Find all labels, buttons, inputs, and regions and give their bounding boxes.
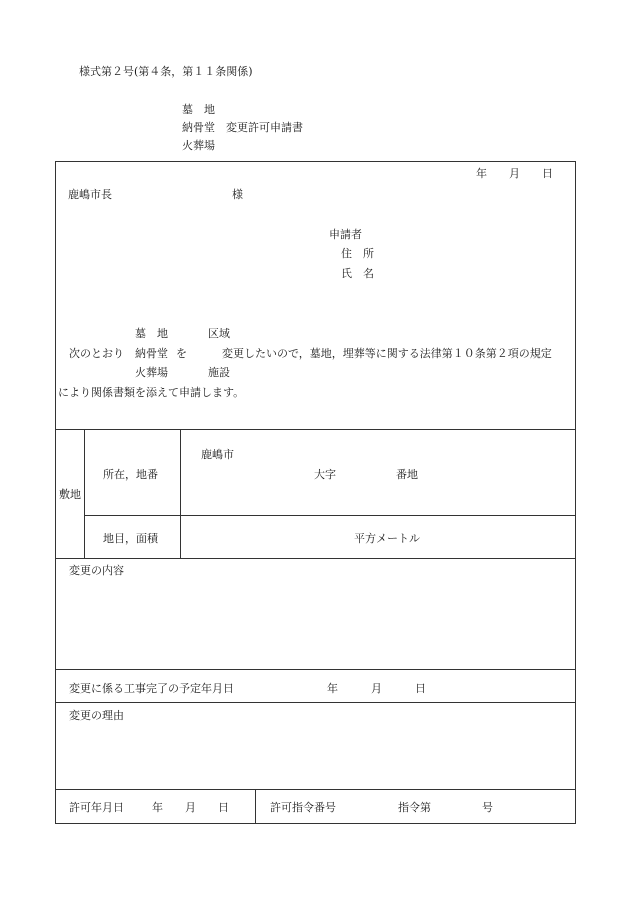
site-label-divider bbox=[84, 429, 85, 558]
body-particle: を bbox=[176, 347, 187, 360]
permit-number-prefix: 指令第 bbox=[398, 801, 431, 814]
site-row-divider bbox=[84, 515, 576, 516]
site-section-top-border bbox=[55, 429, 576, 430]
applicant-label: 申請者 bbox=[329, 228, 362, 241]
location-aza: 大字 bbox=[314, 468, 336, 481]
body-facility-cemetery: 墓 地 bbox=[135, 327, 168, 340]
body-sentence-end: により関係書類を添えて申請します。 bbox=[58, 386, 245, 399]
application-date: 年 月 日 bbox=[476, 167, 553, 180]
area-unit: 平方メートル bbox=[354, 532, 420, 545]
permit-top-border bbox=[55, 789, 576, 790]
permit-date-label: 許可年月日 bbox=[69, 801, 124, 814]
title-line-crematorium: 火葬場 bbox=[182, 139, 215, 152]
body-scope-facility: 施設 bbox=[208, 366, 230, 379]
title-line-ossuary: 納骨堂 変更許可申請書 bbox=[182, 121, 303, 134]
body-facility-ossuary: 納骨堂 bbox=[135, 347, 168, 360]
form-header: 様式第２号(第４条，第１１条関係) bbox=[79, 65, 253, 78]
body-prefix: 次のとおり bbox=[69, 347, 124, 360]
body-scope-area: 区域 bbox=[208, 327, 230, 340]
site-section-label: 敷地 bbox=[59, 488, 81, 501]
location-city: 鹿嶋市 bbox=[201, 448, 234, 461]
addressee-name: 鹿嶋市長 bbox=[68, 188, 112, 201]
completion-top-border bbox=[55, 669, 576, 670]
change-content-top-border bbox=[55, 558, 576, 559]
location-banchi: 番地 bbox=[396, 468, 418, 481]
permit-date-value: 年 月 日 bbox=[152, 801, 229, 814]
permit-divider bbox=[255, 789, 256, 824]
reason-top-border bbox=[55, 702, 576, 703]
completion-date-label: 変更に係る工事完了の予定年月日 bbox=[69, 682, 234, 695]
permit-number-label: 許可指令番号 bbox=[270, 801, 336, 814]
site-field-divider bbox=[180, 429, 181, 558]
addressee-honorific: 様 bbox=[232, 188, 243, 201]
body-facility-crematorium: 火葬場 bbox=[135, 366, 168, 379]
change-content-label: 変更の内容 bbox=[69, 564, 124, 577]
applicant-address-label: 住 所 bbox=[341, 247, 374, 260]
form-frame bbox=[55, 161, 576, 824]
permit-number-suffix: 号 bbox=[482, 801, 493, 814]
body-sentence: 変更したいので，墓地，埋葬等に関する法律第１０条第２項の規定 bbox=[222, 347, 552, 360]
completion-date-value: 年 月 日 bbox=[327, 682, 426, 695]
change-reason-label: 変更の理由 bbox=[69, 709, 124, 722]
location-label: 所在，地番 bbox=[103, 468, 158, 481]
land-category-label: 地目，面積 bbox=[103, 532, 158, 545]
title-line-cemetery: 墓 地 bbox=[182, 103, 215, 116]
applicant-name-label: 氏 名 bbox=[341, 267, 374, 280]
